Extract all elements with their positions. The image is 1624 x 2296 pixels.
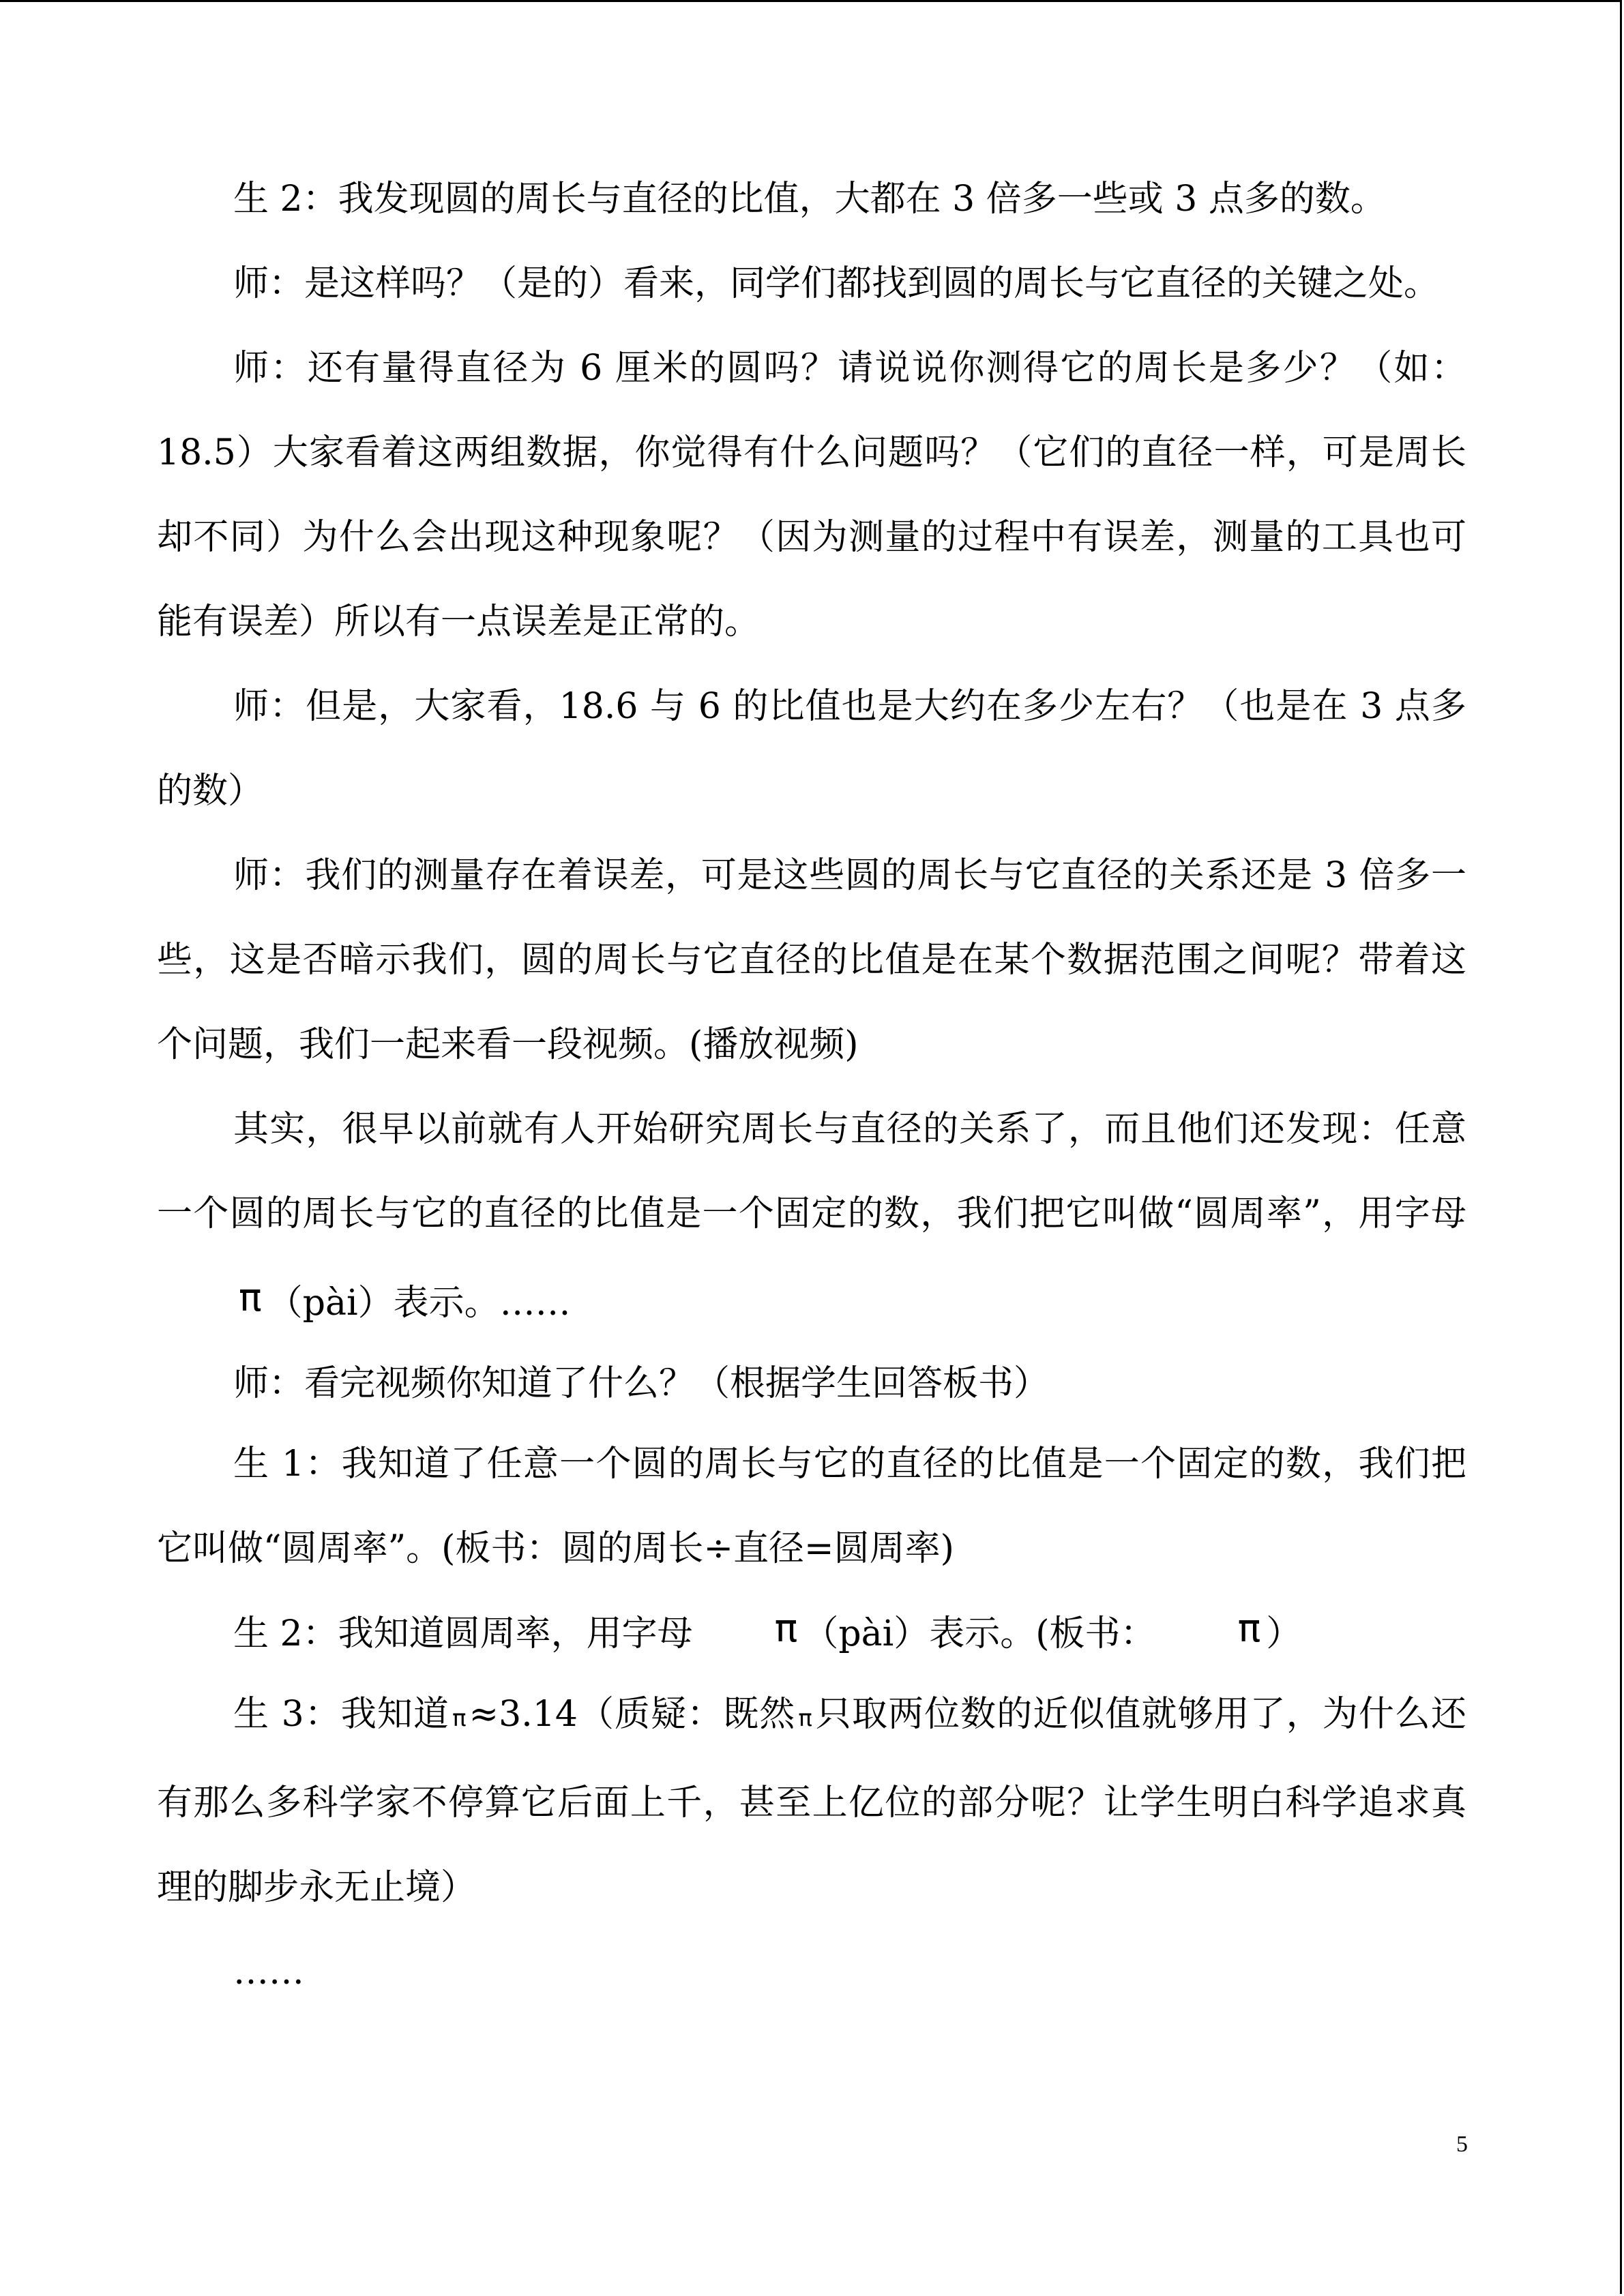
pi-symbol: π [239,1276,262,1320]
pi-symbol: π [452,1705,467,1732]
paragraph-6 [157,1087,1466,1345]
paragraph-10 [157,1672,1466,1930]
paragraph-7: 师：看完视频你知道了什么？（根据学生回答板书） [233,1363,1050,1404]
page-number: 5 [1456,2132,1468,2157]
paragraph-10-text-b: ≈3.14（质疑：既然 [469,1694,796,1735]
pi-symbol: π [798,1705,812,1732]
pi-symbol: π [774,1607,798,1651]
paragraph-9-text-c: ） [1266,1613,1302,1654]
paragraph-8: 生 1：我知道了任意一个圆的周长与它的直径的比值是一个固定的数，我们把它叫做“圆周率”。(板书：圆的周长÷直径=圆周率) [157,1444,1466,1569]
pi-symbol: π [1237,1607,1261,1651]
paragraph-10-text-c: 只取两位数的近似值就够用了，为什么还有那么多科学家不停算它后面上千，甚至上亿位的部分呢？让学生明白科学追求真理的脚步永无止境） [157,1694,1466,1908]
paragraph-6-text-a: 其实，很早以前就有人开始研究周长与直径的关系了，而且他们还发现：任意一个圆的周长与它的直径的比值是一个固定的数，我们把它叫做“圆周率”，用字母 [157,1109,1466,1234]
paragraph-2: 师：是这样吗？（是的）看来，同学们都找到圆的周长与它直径的关键之处。 [233,263,1440,304]
paragraph-11: …… [233,1952,304,1993]
paragraph-9-text-b: （pài）表示。(板书： [803,1613,1156,1654]
paragraph-10-text-a: 生 3：我知道 [233,1694,450,1735]
paragraph-5: 师：我们的测量存在着误差，可是这些圆的周长与它直径的关系还是 3 倍多一些，这是否暗示我们，圆的周长与它直径的比值是在某个数据范围之间呢？带着这个问题，我们一起来看一段视频。(播放视频) [157,855,1466,1065]
paragraph-6-text-b: （pài）表示。…… [267,1283,571,1324]
paragraph-4: 师：但是，大家看，18.6 与 6 的比值也是大约在多少左右？（也是在 3 点多的数） [157,686,1466,811]
paragraph-3: 师：还有量得直径为 6 厘米的圆吗？请说说你测得它的周长是多少？（如：18.5）大家看着这两组数据，你觉得有什么问题吗？（它们的直径一样，可是周长却不同）为什么会出现这种现象呢？（因为测量的过程中有误差，测量的工具也可能有误差）所以有一点误差是正常的。 [157,348,1466,642]
paragraph-9 [157,1591,1466,1672]
paragraph-1: 生 2：我发现圆的周长与直径的比值，大都在 3 倍多一些或 3 点多的数。 [233,179,1386,220]
paragraph-9-text-a: 生 2：我知道圆周率，用字母 [233,1613,693,1654]
document-body [157,157,1466,2014]
